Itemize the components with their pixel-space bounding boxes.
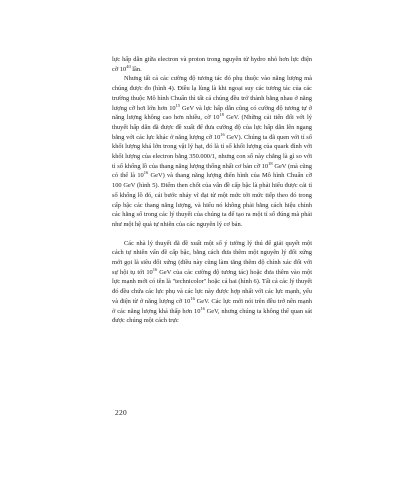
page-number: 220 xyxy=(115,408,127,417)
paragraph-continuation: lực hấp dẫn giữa electron và proton trong nguyên tử hydro nhỏ hơn lực điện cỡ $10^{40}$ lần. xyxy=(112,56,312,73)
body-text xyxy=(112,55,312,326)
paragraph-energy-scales: Nhưng tất cả các cường độ tương tác đó phụ thuộc vào năng lượng mà chúng được đo (hình 4). Điều lạ lùng là khi ngoại suy các tương tác của các trường thuộc Mô hình Chuẩn thì tất cả chúng đều trở thành bằng nhau ở năng lượng cỡ hơi lớn hơn $10^{15}$ GeV và lực hấp dẫn cũng có cường độ tương tự ở năng lượng không cao hơn nhiều, cỡ $10^{18}$ GeV. (Những cải tiến đối với lý thuyết hấp dẫn đã được đề xuất để đưa cường độ của lực hấp dẫn lên ngang bằng với các lực khác ở năng lượng cỡ $10^{16}$ GeV). Chúng ta đã quen với tỉ số khối lượng khá lớn trong vật lý hạt, đó là tỉ số khối lượng của quark đỉnh với khối lượng của electron bằng 350.000/1, nhưng con số này chẳng là gì so với tỉ số khổng lồ của thang năng lượng thống nhất cơ bản cỡ $10^{18}$ GeV (mà cũng có thể là $10^{16}$ GeV) và thang năng lượng điển hình của Mô hình Chuẩn cỡ 100 GeV (hình 5). Điểm then chốt của vấn đề cấp bậc là phải hiểu được cái tỉ số khổng lồ đó, cái bước nhảy vĩ đại từ một mức tới mức tiếp theo đó trong cấp bậc các thang năng lượng, và hiểu nó không phải bằng cách hiệu chỉnh các hằng số trong các lý thuyết của chúng ta để tạo ra một tỉ số đúng mà phải như một hệ quả tự nhiên của các nguyên lý cơ bản. xyxy=(112,75,313,228)
paragraph-supersymmetry: Các nhà lý thuyết đã đề xuất một số ý tưởng lý thú để giải quyết một cách tự nhiên vấn đề cấp bậc, bằng cách đưa thêm một nguyên lý đối xứng mới gọi là siêu đối xứng (điều này cũng làm tăng thêm độ chính xác đối với sự hội tụ tới $10^{16}$ GeV của các cường độ tương tác) hoặc đưa thêm vào một lực mạnh mới có tên là "technicolor" hoặc cả hai (hình 6). Tất cả các lý thuyết đó đều chứa các lực phụ và các lực này được hợp nhất với các lực mạnh, yếu và điện từ ở năng lượng cỡ $10^{16}$ GeV. Các lực mới nói trên đều trở nên mạnh ở các năng lượng khá thấp hơn $10^{16}$ GeV, nhưng chúng ta không thể quan sát được chúng một cách trực xyxy=(112,239,312,325)
